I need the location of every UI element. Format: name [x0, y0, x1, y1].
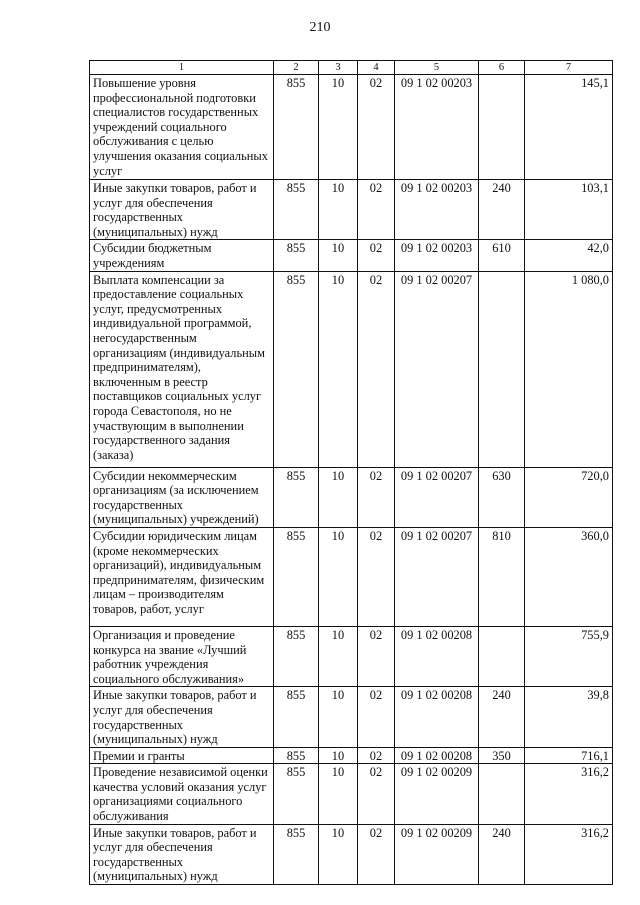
row-target: 09 1 02 00203: [395, 75, 479, 180]
row-target: 09 1 02 00203: [395, 240, 479, 271]
row-amount: 145,1: [525, 75, 613, 180]
row-section: 10: [319, 467, 358, 527]
row-type: 810: [479, 527, 525, 626]
row-ministry: 855: [274, 180, 319, 240]
row-section: 10: [319, 180, 358, 240]
row-target: 09 1 02 00207: [395, 271, 479, 467]
table-row: [90, 747, 613, 764]
row-subsection: 02: [358, 824, 395, 884]
table-row: [90, 764, 613, 824]
row-amount: 1 080,0: [525, 271, 613, 467]
row-target: 09 1 02 00209: [395, 764, 479, 824]
row-section: 10: [319, 240, 358, 271]
row-subsection: 02: [358, 271, 395, 467]
row-type: 630: [479, 467, 525, 527]
header-col-4: 4: [358, 61, 395, 75]
header-col-7: 7: [525, 61, 613, 75]
row-section: 10: [319, 764, 358, 824]
table-row: [90, 271, 613, 467]
row-name: Выплата компенсации за предоставление социальных услуг, предусмотренных индивидуальной программой, негосударственным организациям (индивидуальным предпринимателям), включенным в реестр поставщиков социальных услуг города Севастополя, но не участвующим в выполнении государственного задания (заказа): [90, 271, 274, 467]
row-target: 09 1 02 00208: [395, 747, 479, 764]
row-subsection: 02: [358, 687, 395, 747]
row-type: [479, 626, 525, 686]
row-type: 240: [479, 687, 525, 747]
row-ministry: 855: [274, 626, 319, 686]
table-row: [90, 626, 613, 686]
page-number: 210: [309, 20, 331, 35]
row-amount: 716,1: [525, 747, 613, 764]
row-name: Премии и гранты: [90, 747, 274, 764]
row-ministry: 855: [274, 271, 319, 467]
row-ministry: 855: [274, 467, 319, 527]
row-type: [479, 764, 525, 824]
row-subsection: 02: [358, 626, 395, 686]
row-amount: 316,2: [525, 764, 613, 824]
row-ministry: 855: [274, 75, 319, 180]
row-amount: 720,0: [525, 467, 613, 527]
row-name: Субсидии некоммерческим организациям (за исключением государственных (муниципальных) учреждений): [90, 467, 274, 527]
table-row: [90, 824, 613, 884]
row-subsection: 02: [358, 240, 395, 271]
header-col-1: 1: [90, 61, 274, 75]
header-col-6: 6: [479, 61, 525, 75]
row-target: 09 1 02 00208: [395, 626, 479, 686]
row-section: 10: [319, 824, 358, 884]
row-amount: 39,8: [525, 687, 613, 747]
row-section: 10: [319, 626, 358, 686]
row-type: [479, 271, 525, 467]
row-section: 10: [319, 527, 358, 626]
table-row: [90, 75, 613, 180]
table-row: [90, 467, 613, 527]
row-type: 240: [479, 180, 525, 240]
table-row: [90, 687, 613, 747]
row-subsection: 02: [358, 764, 395, 824]
row-ministry: 855: [274, 824, 319, 884]
row-section: 10: [319, 271, 358, 467]
row-target: 09 1 02 00207: [395, 527, 479, 626]
row-target: 09 1 02 00203: [395, 180, 479, 240]
row-amount: 755,9: [525, 626, 613, 686]
row-ministry: 855: [274, 687, 319, 747]
row-name: Проведение независимой оценки качества условий оказания услуг организациями социального обслуживания: [90, 764, 274, 824]
row-subsection: 02: [358, 75, 395, 180]
row-amount: 316,2: [525, 824, 613, 884]
row-name: Организация и проведение конкурса на звание «Лучший работник учреждения социального обслуживания»: [90, 626, 274, 686]
table-row: [90, 240, 613, 271]
header-row: [90, 61, 613, 75]
row-name: Иные закупки товаров, работ и услуг для обеспечения государственных (муниципальных) нужд: [90, 180, 274, 240]
row-type: [479, 75, 525, 180]
row-section: 10: [319, 747, 358, 764]
header-col-3: 3: [319, 61, 358, 75]
row-target: 09 1 02 00208: [395, 687, 479, 747]
row-type: 240: [479, 824, 525, 884]
row-section: 10: [319, 75, 358, 180]
row-ministry: 855: [274, 527, 319, 626]
row-subsection: 02: [358, 747, 395, 764]
header-col-2: 2: [274, 61, 319, 75]
row-amount: 103,1: [525, 180, 613, 240]
row-name: Субсидии юридическим лицам (кроме некоммерческих организаций), индивидуальным предпринимателям, физическим лицам – производителям товаров, работ, услуг: [90, 527, 274, 626]
row-subsection: 02: [358, 180, 395, 240]
row-amount: 42,0: [525, 240, 613, 271]
row-type: 610: [479, 240, 525, 271]
row-name: Иные закупки товаров, работ и услуг для обеспечения государственных (муниципальных) нужд: [90, 824, 274, 884]
row-target: 09 1 02 00207: [395, 467, 479, 527]
table-row: [90, 527, 613, 626]
row-subsection: 02: [358, 527, 395, 626]
row-ministry: 855: [274, 747, 319, 764]
budget-table: [89, 60, 613, 885]
row-name: Иные закупки товаров, работ и услуг для обеспечения государственных (муниципальных) нужд: [90, 687, 274, 747]
row-amount: 360,0: [525, 527, 613, 626]
row-ministry: 855: [274, 240, 319, 271]
header-col-5: 5: [395, 61, 479, 75]
row-name: Повышение уровня профессиональной подготовки специалистов государственных учреждений социального обслуживания с целью улучшения оказания социальных услуг: [90, 75, 274, 180]
row-section: 10: [319, 687, 358, 747]
row-type: 350: [479, 747, 525, 764]
row-target: 09 1 02 00209: [395, 824, 479, 884]
row-ministry: 855: [274, 764, 319, 824]
table-row: [90, 180, 613, 240]
row-name: Субсидии бюджетным учреждениям: [90, 240, 274, 271]
row-subsection: 02: [358, 467, 395, 527]
